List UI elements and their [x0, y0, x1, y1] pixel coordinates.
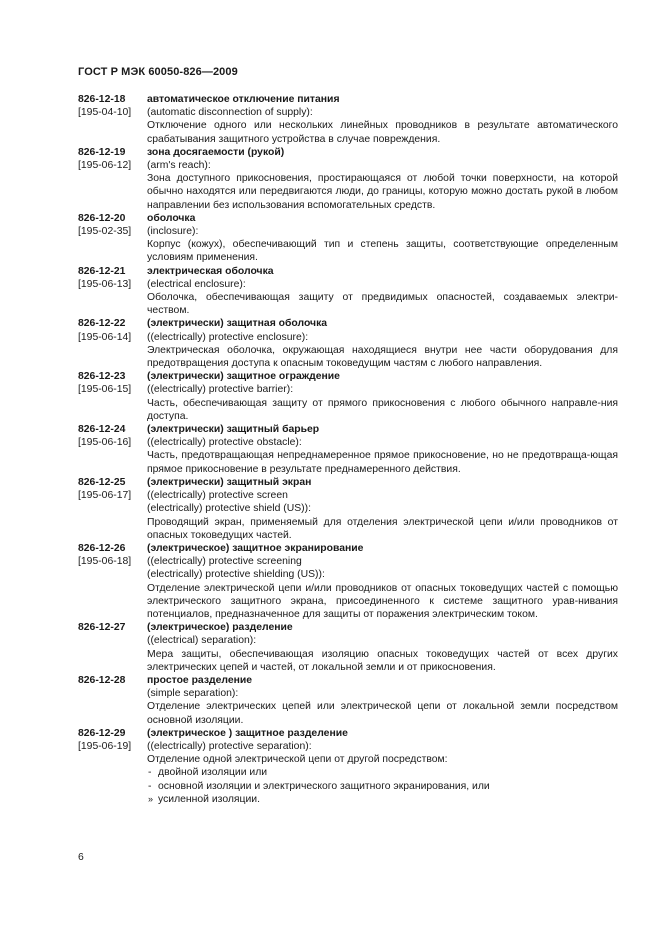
- term-title: зона досягаемости (рукой): [147, 146, 285, 158]
- entry-body: [147, 476, 618, 542]
- term-number: 826-12-20: [78, 212, 126, 224]
- entry-codes: [78, 212, 147, 265]
- english-equivalent: (electrically) protective shielding (US)):: [147, 569, 325, 581]
- list-item: - двойной изоляции или: [147, 766, 618, 779]
- english-equivalent: (inclosure):: [147, 226, 199, 238]
- term-number: 826-12-19: [78, 146, 126, 158]
- definition: Часть, обеспечивающая защиту от прямого прикосновения с любого обычного направле-ния доступа.: [147, 397, 618, 422]
- entry-codes: [78, 542, 147, 621]
- english-equivalent: (arm's reach):: [147, 160, 211, 172]
- term-entry: [78, 423, 618, 476]
- definition: Отделение одной электрической цепи от другой посредством:: [147, 754, 448, 766]
- entry-codes: [78, 476, 147, 542]
- term-entry: [78, 265, 618, 318]
- definition: Электрическая оболочка, окружающая находящиеся внутри нее части оборудования для предотвращения доступа к опасным токоведущим частям с любого направления.: [147, 344, 618, 370]
- term-entry: [78, 146, 618, 212]
- entry-body: [147, 674, 618, 727]
- entry-body: [147, 93, 618, 146]
- english-equivalent: ((electrically) protective barrier):: [147, 384, 294, 396]
- term-number: 826-12-21: [78, 265, 126, 277]
- definition: Зона доступного прикосновения, простирающаяся от любой точки поверхности, на которой обычно находятся или передвигаются люди, до границы, которую можно достать рукой в любом направлении без использования вспомогательных средств.: [147, 173, 618, 211]
- term-title: (электрическое ) защитное разделение: [147, 727, 348, 739]
- english-equivalent: ((electrically) protective obstacle):: [147, 437, 302, 449]
- term-entry: [78, 674, 618, 727]
- term-entry: [78, 370, 618, 423]
- entry-body: [147, 370, 618, 423]
- definition: Отделение электрических цепей или электрической цепи от локальной земли посредством основной изоляции.: [147, 701, 618, 726]
- english-equivalent: (automatic disconnection of supply):: [147, 107, 313, 119]
- entry-codes: [78, 265, 147, 318]
- english-equivalent: (electrical enclosure):: [147, 278, 246, 290]
- term-entry: [78, 727, 618, 806]
- entry-codes: [78, 621, 147, 674]
- term-title: простое разделение: [147, 674, 253, 686]
- entry-codes: [78, 317, 147, 370]
- term-number: 826-12-29: [78, 727, 126, 739]
- term-number: 826-12-26: [78, 542, 126, 554]
- iec-reference: [195-06-13]: [78, 278, 132, 290]
- entry-codes: [78, 423, 147, 476]
- definition: Проводящий экран, применяемый для отделения электрической цепи и/или проводников от опасных токоведущих частей.: [147, 516, 618, 541]
- term-number: 826-12-18: [78, 94, 126, 105]
- entry-body: [147, 621, 618, 674]
- iec-reference: [195-06-15]: [78, 384, 132, 396]
- term-title: (электрически) защитное ограждение: [147, 371, 340, 383]
- list-item: - основной изоляции и электрического защитного экранирования, или: [147, 780, 618, 793]
- iec-reference: [195-06-12]: [78, 160, 132, 172]
- iec-reference: [195-06-17]: [78, 490, 132, 502]
- term-title: (электрически) защитный барьер: [147, 424, 320, 436]
- definition: Часть, предотвращающая непреднамеренное прямое прикосновение, но не предотвраща-ющая прямое прикосновение в результате преднамеренного действия.: [147, 450, 618, 475]
- term-entry: [78, 476, 618, 542]
- entry-codes: [78, 727, 147, 806]
- iec-reference: [195-02-35]: [78, 226, 132, 238]
- iec-reference: [195-06-14]: [78, 331, 132, 343]
- entry-body: [147, 265, 618, 318]
- term-title: (электрически) защитная оболочка: [147, 318, 328, 330]
- english-equivalent: (simple separation):: [147, 688, 239, 700]
- term-number: 826-12-28: [78, 674, 126, 686]
- term-title: оболочка: [147, 212, 196, 224]
- term-entry: [78, 621, 618, 674]
- english-equivalent: (electrically) protective shield (US)):: [147, 503, 311, 515]
- term-title: (электрическое) защитное экранирование: [147, 542, 364, 554]
- term-entry: [78, 317, 618, 370]
- english-equivalent: ((electrically) protective enclosure):: [147, 331, 309, 343]
- iec-reference: [195-06-18]: [78, 556, 132, 568]
- term-number: 826-12-23: [78, 371, 126, 383]
- iec-reference: [195-04-10]: [78, 107, 132, 119]
- term-title: (электрическое) разделение: [147, 622, 293, 634]
- entry-codes: [78, 370, 147, 423]
- entry-body: [147, 212, 618, 265]
- iec-reference: [195-06-16]: [78, 437, 132, 449]
- page-number: 6: [78, 852, 84, 863]
- definition: Оболочка, обеспечивающая защиту от предвидимых опасностей, создаваемых электри-чеством.: [147, 292, 618, 317]
- term-title: автоматическое отключение питания: [147, 94, 340, 105]
- entry-codes: [78, 146, 147, 212]
- list-item: » усиленной изоляции.: [147, 793, 618, 806]
- entry-body: [147, 317, 618, 370]
- definition-list: [147, 766, 618, 806]
- term-title: (электрически) защитный экран: [147, 476, 312, 488]
- english-equivalent: ((electrically) protective screen: [147, 490, 288, 502]
- english-equivalent: ((electrically) protective screening: [147, 556, 302, 568]
- term-entry: [78, 93, 618, 146]
- term-entry: [78, 542, 618, 621]
- definition: Корпус (кожух), обеспечивающий тип и степень защиты, соответствующие определенным условиям применения.: [147, 239, 618, 264]
- document-header: ГОСТ Р МЭК 60050-826—2009: [78, 66, 238, 78]
- entry-body: [147, 542, 618, 621]
- english-equivalent: ((electrically) protective separation):: [147, 740, 312, 752]
- term-number: 826-12-25: [78, 476, 126, 488]
- term-entry: [78, 212, 618, 265]
- term-number: 826-12-22: [78, 318, 126, 330]
- term-entries: [78, 93, 618, 806]
- entry-body: [147, 146, 618, 212]
- entry-codes: [78, 93, 147, 146]
- definition: Отделение электрической цепи и/или проводников от опасных токоведущих частей с помощью электрического защитного экрана, присоединенного к системе защитного урав-нивания потенциалов, предназначенное для защиты от поражения электрическим током.: [147, 582, 618, 620]
- entry-body: [147, 423, 618, 476]
- iec-reference: [195-06-19]: [78, 740, 132, 752]
- term-title: электрическая оболочка: [147, 265, 274, 277]
- entry-body: [147, 727, 618, 806]
- term-number: 826-12-24: [78, 424, 126, 436]
- entry-codes: [78, 674, 147, 727]
- definition: Мера защиты, обеспечивающая изоляцию опасных токоведущих частей от всех других электрических цепей и частей, от локальной земли и от прикосновения.: [147, 648, 618, 673]
- term-number: 826-12-27: [78, 622, 126, 634]
- english-equivalent: ((electrical) separation):: [147, 635, 257, 647]
- definition: Отключение одного или нескольких линейных проводников в результате автоматического срабатывания защитного устройства в случае повреждения.: [147, 120, 618, 145]
